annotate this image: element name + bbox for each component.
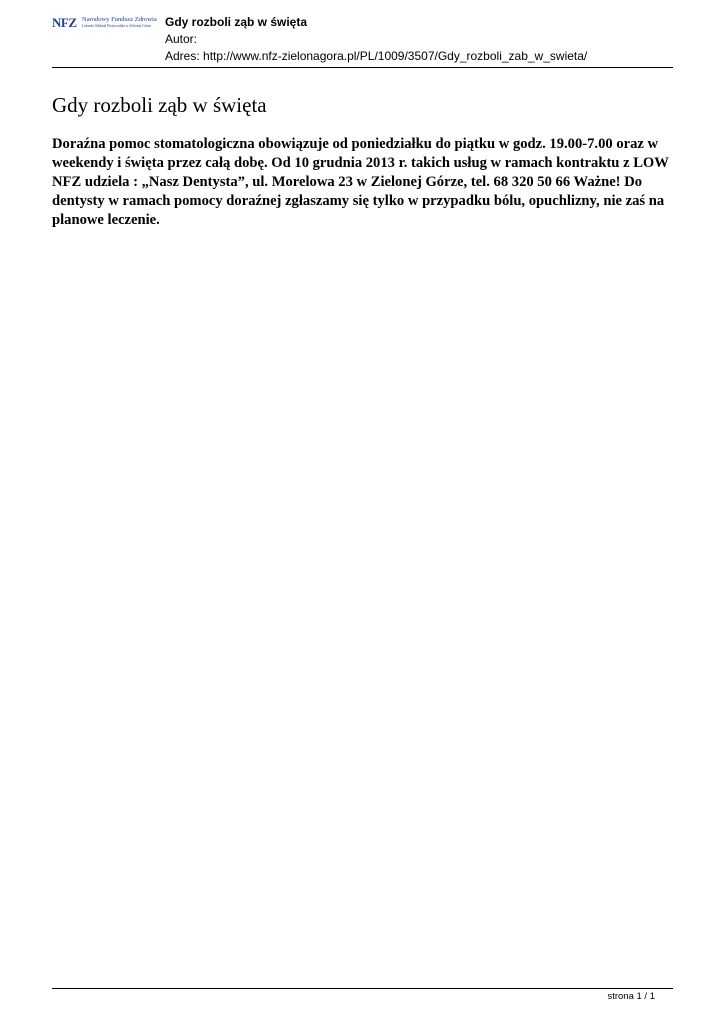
logo-subtitle: Lubuski Oddział Wojewódzki w Zielonej Górze	[82, 24, 152, 28]
page-number: strona 1 / 1	[607, 991, 655, 1002]
logo-name: Narodowy Fundusz Zdrowia	[82, 16, 157, 23]
header-divider	[52, 67, 673, 68]
logo-mark: NFZ	[52, 15, 77, 30]
footer-divider	[52, 988, 673, 989]
nfz-logo	[52, 16, 158, 32]
page-header	[52, 14, 673, 68]
header-title: Gdy rozboli ząb w święta	[165, 15, 308, 29]
header-meta	[165, 14, 587, 65]
header-author: Autor:	[165, 32, 198, 46]
article-headline: Gdy rozboli ząb w święta	[52, 93, 267, 117]
header-address: Adres: http://www.nfz-zielonagora.pl/PL/1009/3507/Gdy_rozboli_zab_w_swieta/	[165, 49, 588, 63]
article-body: Doraźna pomoc stomatologiczna obowiązuje od poniedziałku do piątku w godz. 19.00-7.00 oraz w weekendy i święta przez całą dobę. Od 10 grudnia 2013 r. takich usług w ramach kontraktu z LOW NFZ udziela : „Nasz Dentysta”, ul. Morelowa 23 w Zielonej Górze, tel. 68 320 50 66 Ważne! Do dentysty w ramach pomocy doraźnej zgłaszamy się tylko w przypadku bólu, opuchlizny, nie zaś na planowe leczenie.	[52, 136, 669, 228]
